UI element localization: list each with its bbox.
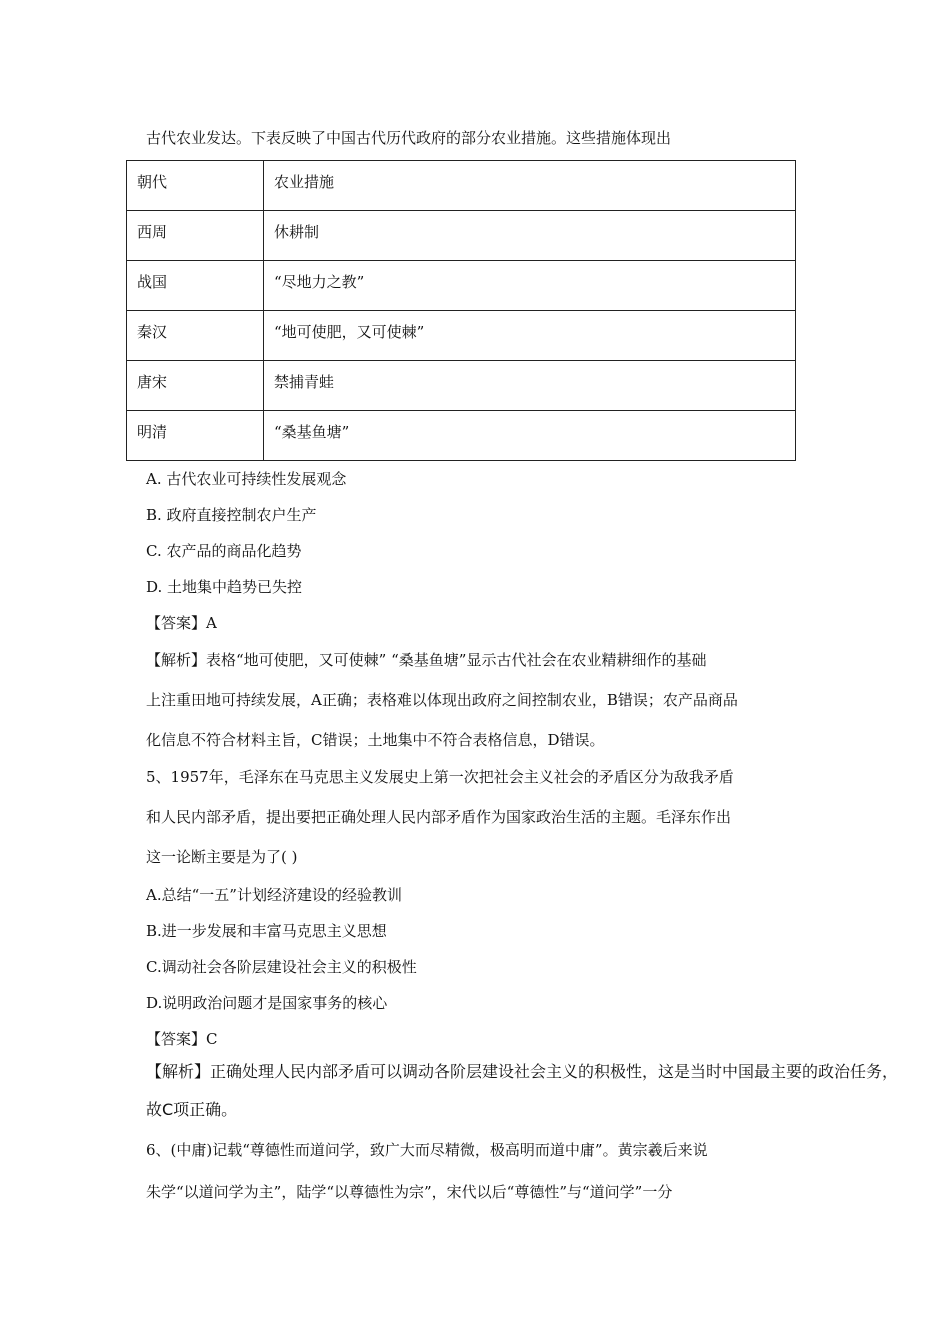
question-4-intro: 古代农业发达。下表反映了中国古代历代政府的部分农业措施。这些措施体现出 xyxy=(146,129,672,147)
q5-stem-line: 和人民内部矛盾，提出要把正确处理人民内部矛盾作为国家政治生活的主题。毛泽东作出 xyxy=(146,808,732,826)
table-cell: 唐宋 xyxy=(127,361,264,411)
q4-analysis-line: 【解析】表格“地可使肥，又可使棘” “桑基鱼塘”显示古代社会在农业精耕细作的基础 xyxy=(146,651,707,669)
q5-analysis-line: 故C项正确。 xyxy=(146,1100,238,1119)
table-row xyxy=(127,261,796,311)
table-cell: “桑基鱼塘” xyxy=(264,411,796,461)
table-cell: 休耕制 xyxy=(264,211,796,261)
table-cell: 战国 xyxy=(127,261,264,311)
q4-option-b: B. 政府直接控制农户生产 xyxy=(146,506,317,524)
q5-analysis-line: 【解析】正确处理人民内部矛盾可以调动各阶层建设社会主义的积极性，这是当时中国最主要的政治任务， xyxy=(146,1062,899,1081)
q4-analysis-line: 上注重田地可持续发展，A正确；表格难以体现出政府之间控制农业，B错误；农产品商品 xyxy=(146,691,738,709)
q5-option-c: C.调动社会各阶层建设社会主义的积极性 xyxy=(146,958,417,976)
q4-option-c: C. 农产品的商品化趋势 xyxy=(146,542,302,560)
table-row xyxy=(127,211,796,261)
table-cell: 明清 xyxy=(127,411,264,461)
table-row xyxy=(127,311,796,361)
q5-option-d: D.说明政治问题才是国家事务的核心 xyxy=(146,994,388,1012)
table-cell: “地可使肥，又可使棘” xyxy=(264,311,796,361)
table-row xyxy=(127,411,796,461)
q6-stem-line: 6、(中庸)记载“尊德性而道问学，致广大而尽精微，极高明而道中庸”。黄宗羲后来说 xyxy=(146,1141,708,1159)
q4-option-a: A. 古代农业可持续性发展观念 xyxy=(146,470,347,488)
table-cell: 西周 xyxy=(127,211,264,261)
q4-answer: 【答案】A xyxy=(146,614,217,632)
q5-option-b: B.进一步发展和丰富马克思主义思想 xyxy=(146,922,387,940)
table-cell: 禁捕青蛙 xyxy=(264,361,796,411)
q4-analysis-line: 化信息不符合材料主旨，C错误；土地集中不符合表格信息，D错误。 xyxy=(146,731,605,749)
q6-stem-line: 朱学“以道问学为主”，陆学“以尊德性为宗”，宋代以后“尊德性”与“道问学”一分 xyxy=(146,1183,673,1201)
q5-answer: 【答案】C xyxy=(146,1030,218,1048)
table-header-cell: 农业措施 xyxy=(264,161,796,211)
q5-stem-line: 5、1957年，毛泽东在马克思主义发展史上第一次把社会主义社会的矛盾区分为敌我矛盾 xyxy=(146,768,734,786)
table-header-cell: 朝代 xyxy=(127,161,264,211)
table-row xyxy=(127,361,796,411)
table-header-row xyxy=(127,161,796,211)
table-cell: “尽地力之教” xyxy=(264,261,796,311)
q4-option-d: D. 土地集中趋势已失控 xyxy=(146,578,303,596)
table-cell: 秦汉 xyxy=(127,311,264,361)
q5-option-a: A.总结“一五”计划经济建设的经验教训 xyxy=(146,886,402,904)
agriculture-measures-table xyxy=(126,160,796,461)
q5-stem-line: 这一论断主要是为了( ) xyxy=(146,848,298,866)
